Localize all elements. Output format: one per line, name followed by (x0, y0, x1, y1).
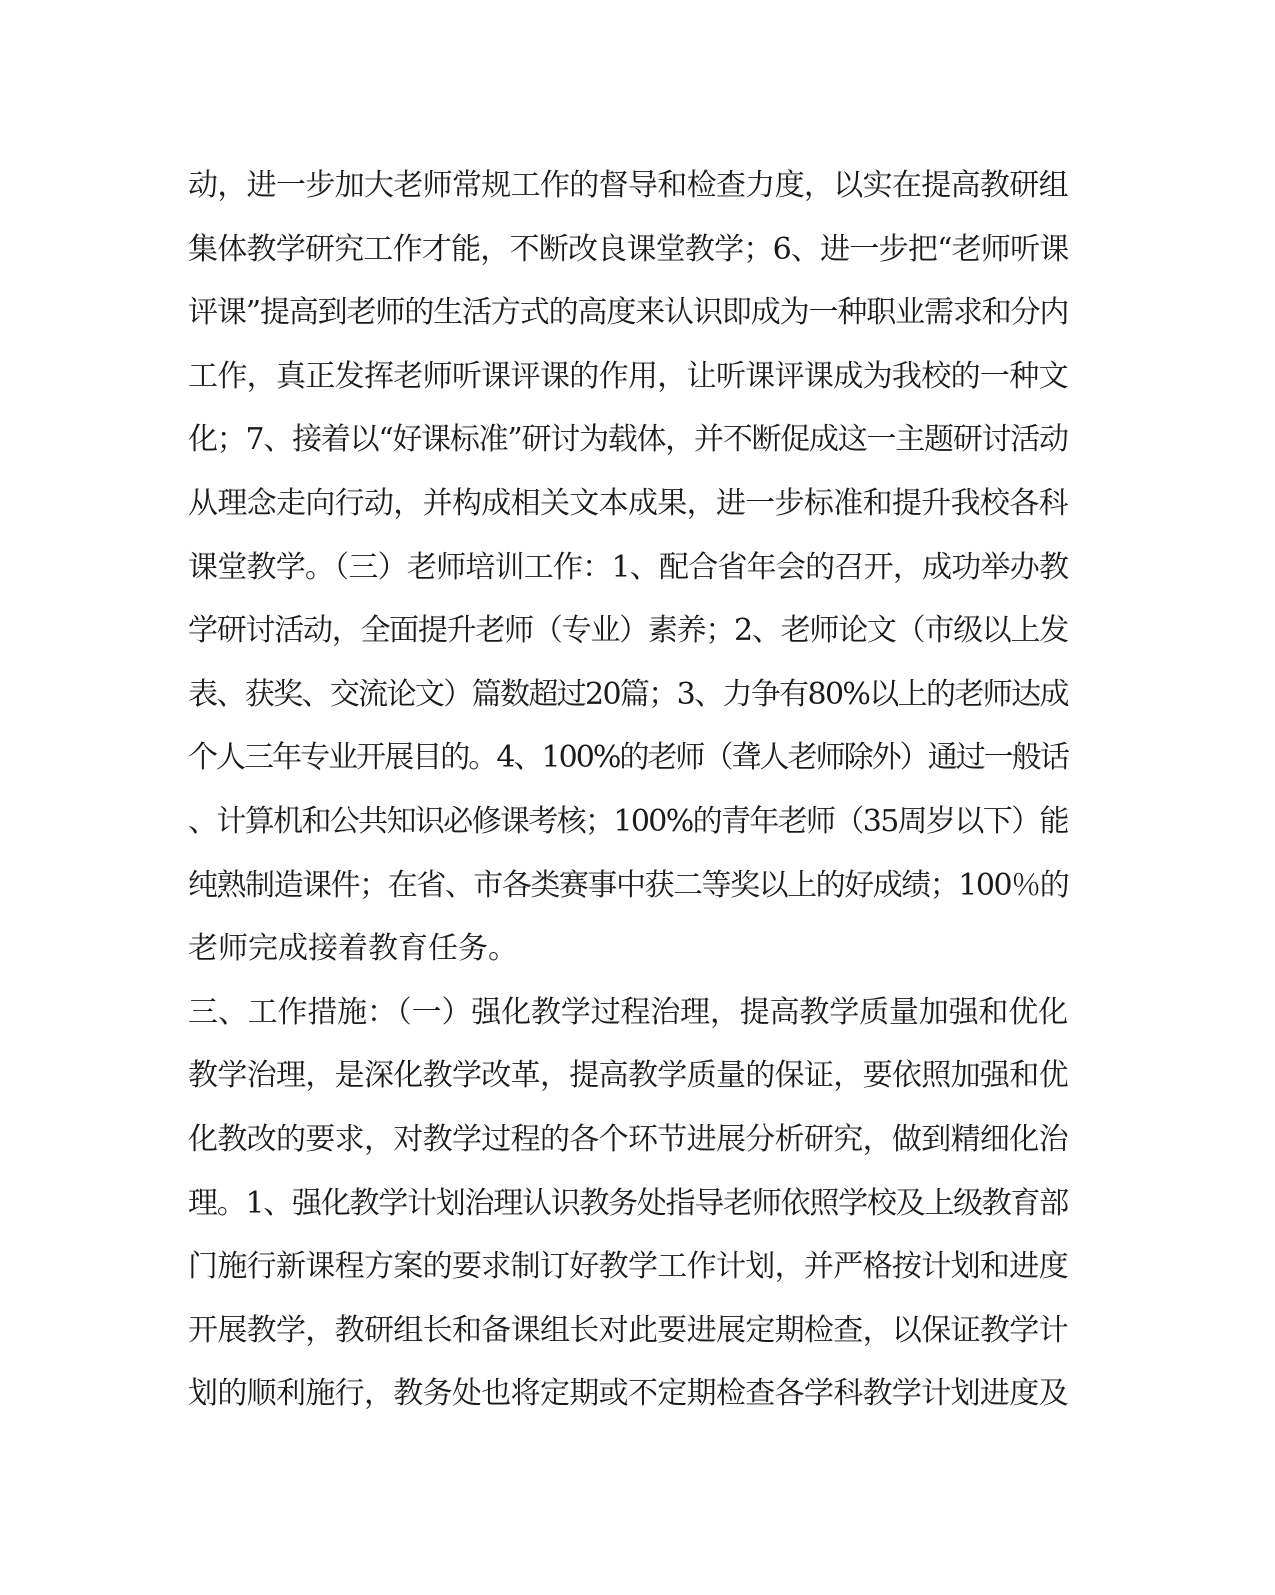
text-line: 化教改的要求，对教学过程的各个环节进展分析研究，做到精细化治 (188, 1121, 1068, 1157)
text-line: 理。1、强化教学计划治理认识教务处指导老师依照学校及上级教育部 (188, 1185, 1069, 1221)
text-line: 开展教学，教研组长和备课组长对此要进展定期检查，以保证教学计 (188, 1312, 1068, 1348)
text-line: 课堂教学。（三）老师培训工作：1、配合省年会的召开，成功举办教 (188, 549, 1069, 585)
text-line: 教学治理，是深化教学改革，提高教学质量的保证，要依照加强和优 (188, 1058, 1068, 1094)
text-line: 学研讨活动，全面提升老师（专业）素养；2、老师论文（市级以上发 (188, 613, 1069, 649)
text-line: 纯熟制造课件；在省、市各类赛事中获二等奖以上的好成绩；100％的 (188, 867, 1069, 903)
text-line: 从理念走向行动，并构成相关文本成果，进一步标准和提升我校各科 (188, 485, 1068, 521)
text-line: 老师完成接着教育任务。 (188, 931, 518, 967)
text-line: 集体教学研究工作才能，不断改良课堂教学；6、进一步把“老师听课 (188, 231, 1069, 267)
text-line: 表、获奖、交流论文）篇数超过20篇；3、力争有80%以上的老师达成 (188, 676, 1068, 712)
text-line: 划的顺利施行，教务处也将定期或不定期检查各学科教学计划进度及 (188, 1376, 1068, 1412)
text-line: 评课”提高到老师的生活方式的高度来认识即成为一种职业需求和分内 (188, 295, 1069, 331)
text-line: 动，进一步加大老师常规工作的督导和检查力度，以实在提高教研组 (188, 168, 1068, 203)
text-line: 、计算机和公共知识必修课考核；100%的青年老师（35周岁以下）能 (188, 803, 1068, 839)
text-line: 个人三年专业开展目的。4、100%的老师（聋人老师除外）通过一般话 (188, 740, 1068, 776)
text-line: 化；7、接着以“好课标准”研讨为载体，并不断促成这一主题研讨活动 (188, 422, 1068, 458)
text-line: 工作，真正发挥老师听课评课的作用，让听课评课成为我校的一种文 (188, 358, 1068, 394)
text-line: 门施行新课程方案的要求制订好教学工作计划，并严格按计划和进度 (188, 1249, 1068, 1285)
body-text (188, 154, 1068, 1426)
text-line: 三、工作措施：（一）强化教学过程治理，提高教学质量加强和优化 (188, 994, 1068, 1030)
